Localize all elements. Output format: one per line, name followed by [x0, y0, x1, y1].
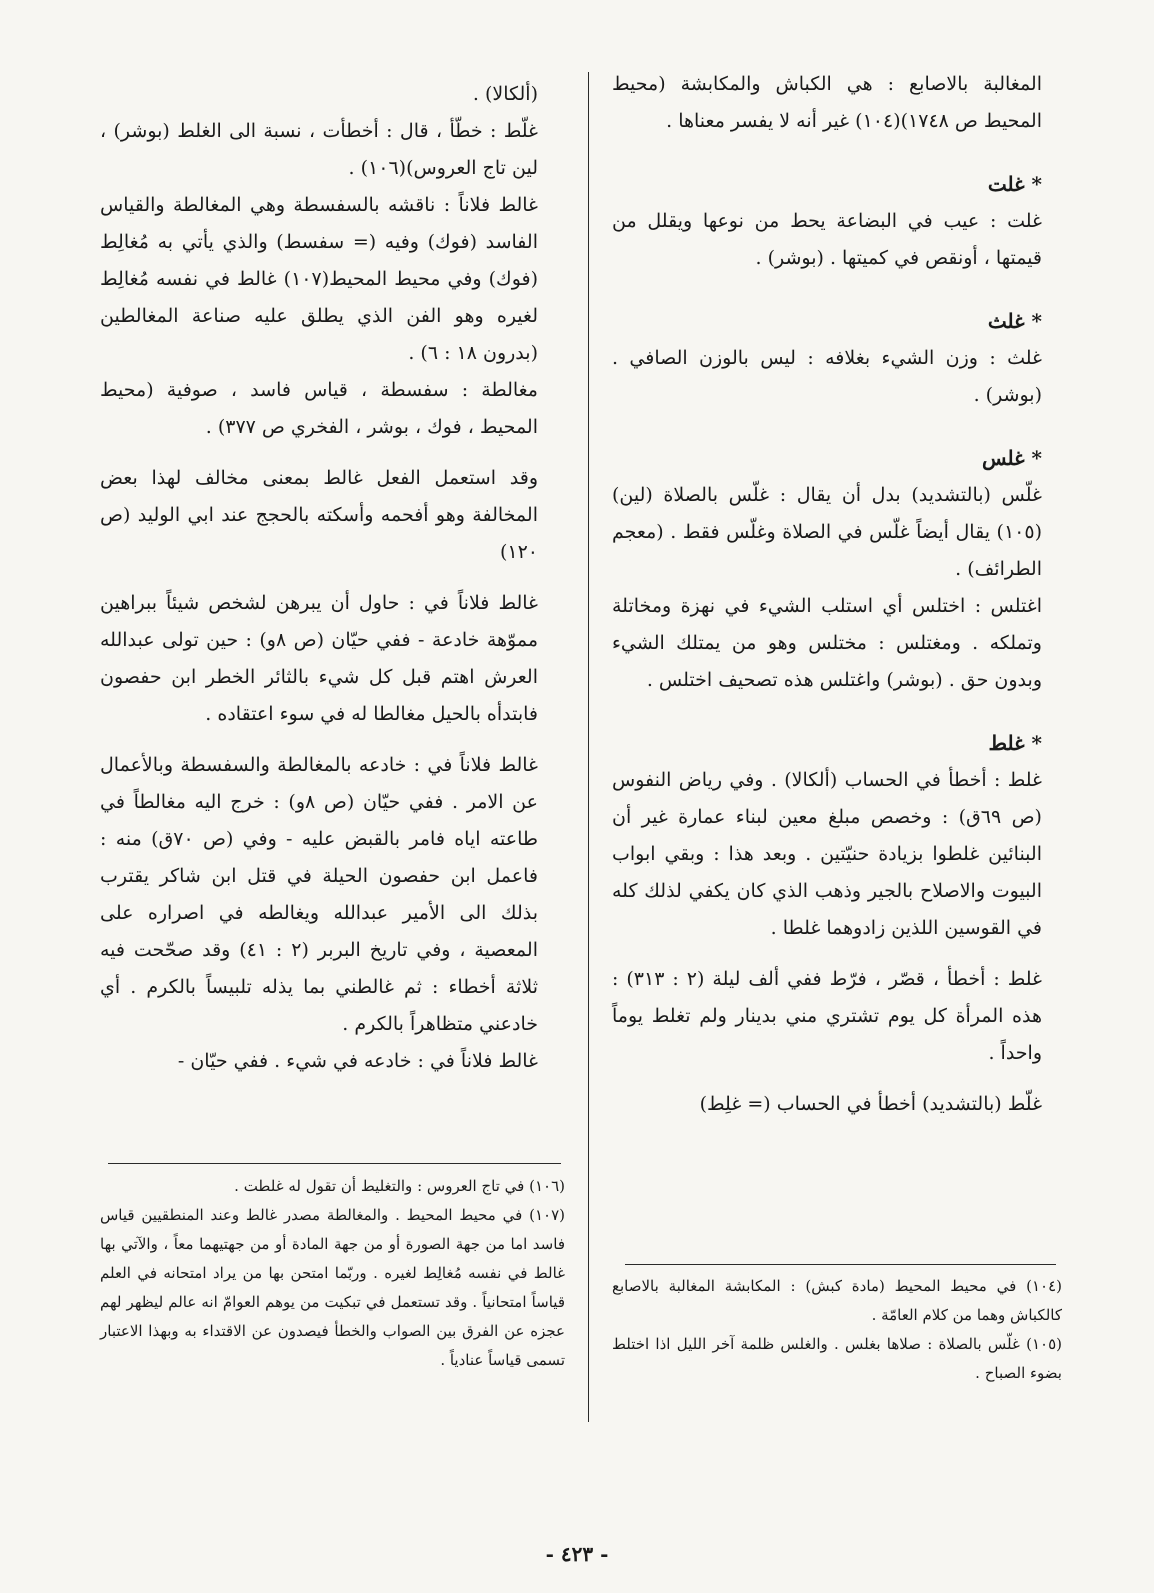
entry-ghallas: غلّس (بالتشديد) بدل أن يقال : غلّس بالصلاة (لين)(١٠٥) يقال أيضاً غلّس في الصلاة وغلّس فقط . (معجم الطرائف) .	[612, 484, 1042, 580]
entry-ghalat-akhta: غلط : أخطأ ، قصّر ، فرّط ففي ألف ليلة (٢ : ٣١٣) : هذه المرأة كل يوم تشتري مني بدينار ولم تغلط يوماً واحداً .	[612, 968, 1042, 1064]
entry-istamal: وقد استعمل الفعل غالط بمعنى مخالف لهذا بعض المخالفة وهو أفحمه وأسكته بالحجج عند ابي الوليد (ص ١٢٠)	[100, 467, 538, 563]
heading-ghalas: * غلس	[982, 446, 1042, 470]
entry-mughalaba: المغالبة بالاصابع : هي الكباش والمكابشة (محيط المحيط ص ١٧٤٨)(١٠٤) غير أنه لا يفسر معناها .	[612, 73, 1042, 132]
entry-ghalat-khadaa: غالط فلاناً في : خادعه بالمغالطة والسفسطة وبالأعمال عن الامر . ففي حيّان (ص ٨و) : خرج اليه مغالطاً في طاعته اياه فامر بالقبض عليه - وفي (ص ٧٠ق) منه : فاعمل ابن حفصون الحيلة في قتل ابن شاكر يقترب بذلك الى الأمير عبدالله ويغالطه في اصراره على المعصية ، وفي تاريخ البربر (٢ : ٤١) وقد صحّحت فيه ثلاثة أخطاء : ثم غالطني بما يذله تلبيساً بالكرم . أي خادعني متظاهراً بالكرم .	[100, 754, 538, 1035]
entry-ghalat-shay: غالط فلاناً في : خادعه في شيء . ففي حيّان -	[177, 1050, 538, 1072]
footnotes-right	[612, 1272, 1062, 1388]
entry-ghalat-hisab: غلط : أخطأ في الحساب (ألكالا) . وفي رياض النفوس (ص ٦٩ق) : وخصص مبلغ معين لبناء عمارة غير أن البنائين غلطوا بزيادة حنيّتين . وبعد هذا : وبقي ابواب البيوت والاصلاح بالجير وذهب الذي كان يكفي لذلك كله في القوسين اللذين زادوهما غلطا .	[612, 769, 1042, 939]
entry-ghalat: غلت : عيب في البضاعة يحط من نوعها ويقلل من قيمتها ، أونقص في كميتها . (بوشر) .	[612, 210, 1042, 269]
page-number: - ٤٢٣ -	[545, 1542, 609, 1566]
entry-mughalata: مغالطة : سفسطة ، قياس فاسد ، صوفية (محيط المحيط ، فوك ، بوشر ، الفخري ص ٣٧٧) .	[100, 379, 538, 438]
heading-ghalath: * غلث	[987, 309, 1042, 333]
entry-ghalat-burhan: غالط فلاناً في : حاول أن يبرهن لشخص شيئاً ببراهين مموّهة خادعة - ففي حيّان (ص ٨و) : حين تولى عبدالله العرش اهتم قبل كل شيء بالثائر الخطر ابن حفصون فابتدأه بالحيل مغالطا له في سوء اعتقاده .	[100, 592, 539, 725]
entry-alcala: (ألكالا) .	[472, 83, 538, 105]
footnotes-left	[100, 1172, 565, 1375]
entry-ghallat-khatta: غلّط : خطّأ ، قال : أخطأت ، نسبة الى الغلط (بوشر) ، لين تاج العروس)(١٠٦) .	[100, 120, 538, 179]
heading-ghalat: * غلت	[987, 172, 1042, 196]
footnote-107: (١٠٧) في محيط المحيط . والمغالطة مصدر غالط وعند المنطقيين قياس فاسد اما من جهة الصورة أو من جهة المادة أو من جهتيهما معاً ، والآتي بها غالط في نفسه مُغالِط لغيره . وربّما امتحن بها من يراد امتحانه في العلم قياساً امتحانياً . وقد تستعمل في تبكيت من يوهم العوامّ انه عالم ليظهر لهم عجزه عن الفرق بين الصواب والخطأ فيصدون عن الاقتداء به وبهذا الاعتبار تسمى قياساً عنادياً .	[100, 1206, 565, 1369]
entry-ghalath: غلث : وزن الشيء بغلافه : ليس بالوزن الصافي . (بوشر) .	[612, 347, 1042, 406]
right-column	[612, 66, 1042, 1123]
heading-ghalat-error: * غلط	[988, 731, 1042, 755]
footnote-104: (١٠٤) في محيط المحيط (مادة كبش) : المكابشة المغالبة بالاصابع كالكباش وهما من كلام العامّة .	[612, 1277, 1062, 1324]
footnote-106: (١٠٦) في تاج العروس : والتغليط أن تقول له غلطت .	[234, 1177, 565, 1195]
footnote-rule-right	[625, 1264, 1056, 1265]
left-column	[100, 76, 538, 1080]
entry-ghalat-fulanan: غالط فلاناً : ناقشه بالسفسطة وهي المغالطة والقياس الفاسد (فوك) وفيه (= سفسط) والذي يأتي به مُغالِط (فوك) وفي محيط المحيط(١٠٧) غالط في نفسه مُغالِط لغيره وهو الفن الذي يطلق عليه صناعة المغالطين (بدرون ١٨ : ٦) .	[100, 194, 539, 364]
footnote-105: (١٠٥) غلّس بالصلاة : صلاها بغلس . والغلس ظلمة آخر الليل اذا اختلط بضوء الصباح .	[612, 1335, 1062, 1382]
footnote-rule-left	[108, 1163, 561, 1164]
column-divider	[588, 72, 589, 1422]
entry-ightalas: اغتلس : اختلس أي استلب الشيء في نهزة ومخاتلة وتملكه . ومغتلس : مختلس وهو من يمتلك الشيء وبدون حق . (بوشر) واغتلس هذه تصحيف اختلس .	[612, 595, 1042, 691]
entry-ghallat-tashdid: غلّط (بالتشديد) أخطأ في الحساب (= غلِط)	[699, 1093, 1042, 1115]
